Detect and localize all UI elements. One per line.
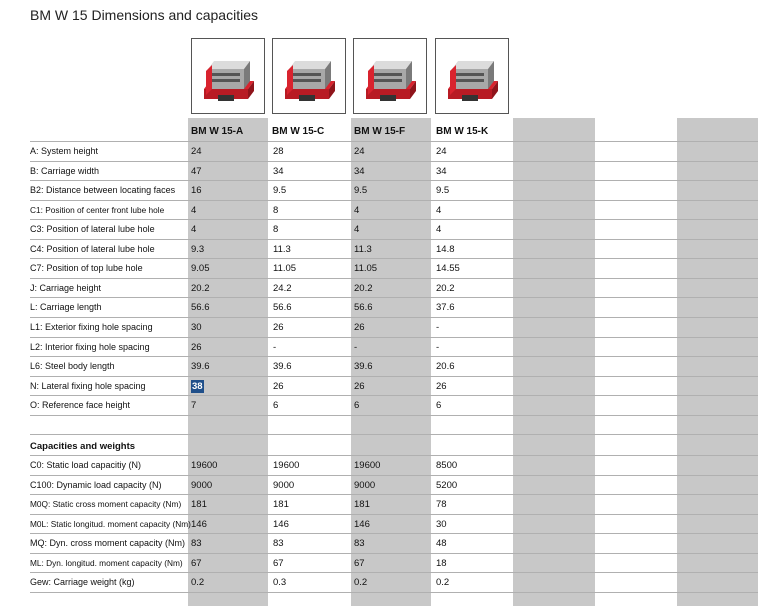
dimension-value-cell: 34 bbox=[436, 165, 447, 177]
dimension-value-cell: 26 bbox=[273, 380, 284, 392]
dimension-row-label: L: Carriage length bbox=[30, 302, 102, 313]
capacities-heading: Capacities and weights bbox=[30, 441, 136, 452]
dimension-value-cell: - bbox=[273, 341, 277, 353]
column-header-a: BM W 15-A bbox=[191, 126, 244, 137]
capacity-value-cell: 19600 bbox=[191, 460, 218, 471]
capacity-value-cell: 146 bbox=[191, 518, 207, 530]
capacity-value-cell: 83 bbox=[191, 538, 202, 550]
capacity-value-cell: 146 bbox=[273, 518, 289, 530]
capacity-value-cell: 9000 bbox=[273, 479, 295, 491]
capacity-value-cell: 181 bbox=[354, 499, 370, 511]
dimension-row-label: C7: Position of top lube hole bbox=[30, 263, 143, 274]
capacity-value-cell: 83 bbox=[354, 538, 365, 550]
dimension-value-cell: 4 bbox=[191, 224, 197, 236]
dimension-row-divider bbox=[30, 395, 758, 396]
dimension-value-cell: 8 bbox=[273, 224, 279, 236]
dimension-value-cell: 34 bbox=[273, 165, 284, 177]
dimension-value-cell: 14.8 bbox=[436, 243, 455, 255]
table-top-divider bbox=[30, 141, 758, 142]
capacity-value-cell: 19600 bbox=[273, 460, 300, 471]
column-header-f: BM W 15-F bbox=[354, 126, 406, 137]
dimension-value-cell: 9.5 bbox=[436, 185, 450, 197]
capacity-value-cell: 19600 bbox=[354, 460, 381, 471]
dimension-value-cell: 34 bbox=[354, 165, 365, 177]
dimension-value-cell: 20.6 bbox=[436, 361, 455, 373]
capacity-value-cell: 83 bbox=[273, 538, 284, 550]
dimension-row-divider bbox=[30, 278, 758, 279]
dimension-value-cell: 11.3 bbox=[354, 243, 372, 255]
dimension-value-cell: 30 bbox=[191, 321, 202, 333]
page-title: BM W 15 Dimensions and capacities bbox=[30, 7, 258, 23]
dimension-value-cell: 6 bbox=[273, 400, 279, 412]
capacity-value-cell: 0.2 bbox=[354, 577, 368, 589]
dimension-value-cell: 26 bbox=[436, 380, 447, 392]
dimension-value-cell: 6 bbox=[436, 400, 442, 412]
dimension-value-cell: 4 bbox=[191, 204, 197, 216]
dimension-value-cell: 8 bbox=[273, 204, 279, 216]
capacity-row-label: Gew: Carriage weight (kg) bbox=[30, 577, 135, 588]
spacer-row-divider bbox=[30, 434, 758, 435]
dimension-row-label: N: Lateral fixing hole spacing bbox=[30, 380, 146, 391]
capacity-value-cell: 181 bbox=[273, 499, 289, 511]
carriage-image-a bbox=[191, 38, 265, 114]
dimension-value-cell: 14.55 bbox=[436, 263, 460, 275]
dimension-row-divider bbox=[30, 297, 758, 298]
capacity-value-cell: 67 bbox=[191, 557, 202, 569]
capacity-value-cell: 5200 bbox=[436, 479, 458, 491]
capacity-value-cell: 8500 bbox=[436, 460, 458, 471]
carriage-image-c bbox=[272, 38, 346, 114]
dimension-row-divider bbox=[30, 356, 758, 357]
dimension-row-label: C3: Position of lateral lube hole bbox=[30, 224, 155, 235]
capacity-row-label: C0: Static load capacitiy (N) bbox=[30, 460, 142, 470]
dimension-row-divider bbox=[30, 415, 758, 416]
capacity-value-cell: 18 bbox=[436, 557, 447, 569]
capacity-row-label: ML: Dyn. longitud. moment capacity (Nm) bbox=[30, 557, 183, 568]
dimension-value-cell: 9.5 bbox=[354, 185, 368, 197]
dimension-value-cell: 39.6 bbox=[191, 361, 210, 373]
dimension-value-cell: 11.05 bbox=[273, 263, 297, 275]
capacity-row-label: M0Q: Static cross moment capacity (Nm) bbox=[30, 499, 182, 510]
dimension-value-cell: 39.6 bbox=[354, 361, 373, 373]
capacity-value-cell: 67 bbox=[354, 557, 365, 569]
carriage-image-f bbox=[353, 38, 427, 114]
dimension-value-cell: 39.6 bbox=[273, 361, 292, 373]
dimension-value-cell: - bbox=[354, 341, 358, 353]
dimension-value-cell: 4 bbox=[436, 224, 442, 236]
capacity-value-cell: 0.2 bbox=[436, 577, 450, 589]
capacity-row-divider bbox=[30, 572, 758, 573]
capacity-row-label: M0L: Static longitud. moment capacity (Nm) bbox=[30, 518, 191, 529]
capacity-value-cell: 181 bbox=[191, 499, 207, 511]
dimension-value-cell: 56.6 bbox=[273, 302, 292, 314]
column-header-k: BM W 15-K bbox=[436, 126, 489, 137]
dimension-value-cell: 38 bbox=[192, 380, 203, 392]
capacity-value-cell: 0.3 bbox=[273, 577, 287, 589]
dimension-value-cell: 47 bbox=[191, 165, 202, 177]
carriage-image-k bbox=[435, 38, 509, 114]
dimension-value-cell: 4 bbox=[354, 224, 360, 236]
capacity-value-cell: 30 bbox=[436, 518, 447, 530]
dimension-row-label: B: Carriage width bbox=[30, 165, 100, 176]
dimension-value-cell: 37.6 bbox=[436, 302, 455, 314]
capacity-row-label: C100: Dynamic load capacity (N) bbox=[30, 479, 162, 490]
capacity-value-cell: 78 bbox=[436, 499, 447, 511]
dimension-value-cell: 26 bbox=[191, 341, 202, 353]
capacity-row-divider bbox=[30, 592, 758, 593]
capacity-row-label: MQ: Dyn. cross moment capacity (Nm) bbox=[30, 538, 186, 549]
dimension-value-cell: 24 bbox=[191, 146, 202, 157]
dimension-row-label: O: Reference face height bbox=[30, 400, 131, 411]
dimension-row-label: B2: Distance between locating faces bbox=[30, 185, 176, 196]
dimension-row-label: J: Carriage height bbox=[30, 282, 102, 293]
dimension-value-cell: 20.2 bbox=[436, 282, 455, 294]
dimension-row-label: L1: Exterior fixing hole spacing bbox=[30, 321, 153, 332]
dimension-value-cell: 26 bbox=[273, 321, 284, 333]
dimension-value-cell: 9.3 bbox=[191, 243, 205, 255]
dimension-value-cell: 24 bbox=[436, 146, 447, 157]
dimension-row-label: L6: Steel body length bbox=[30, 361, 115, 372]
capacity-value-cell: 48 bbox=[436, 538, 447, 550]
dimension-value-cell: 4 bbox=[354, 204, 360, 216]
dimension-value-cell: - bbox=[436, 341, 440, 353]
dimension-value-cell: 26 bbox=[354, 380, 365, 392]
dimension-row-label: C4: Position of lateral lube hole bbox=[30, 243, 155, 254]
dimension-value-cell: 11.3 bbox=[273, 243, 291, 255]
dimension-value-cell: 16 bbox=[191, 185, 202, 197]
dimension-value-cell: 9.5 bbox=[273, 185, 287, 197]
dimension-value-cell: 28 bbox=[273, 146, 284, 157]
dimension-value-cell: 20.2 bbox=[354, 282, 373, 294]
dimension-value-cell: 24 bbox=[354, 146, 365, 157]
column-header-c: BM W 15-C bbox=[272, 126, 325, 137]
dimension-value-cell: 4 bbox=[436, 204, 442, 216]
dimension-row-divider bbox=[30, 161, 758, 162]
dimension-row-label: A: System height bbox=[30, 146, 99, 156]
capacity-value-cell: 0.2 bbox=[191, 577, 205, 589]
dimension-value-cell: 24.2 bbox=[273, 282, 292, 294]
dimension-value-cell: 20.2 bbox=[191, 282, 210, 294]
capacity-value-cell: 67 bbox=[273, 557, 284, 569]
dimension-value-cell: 6 bbox=[354, 400, 360, 412]
capacity-value-cell: 9000 bbox=[354, 479, 376, 491]
dimension-value-cell: - bbox=[436, 321, 440, 333]
dimension-value-cell: 56.6 bbox=[354, 302, 373, 314]
dimension-row-label: L2: Interior fixing hole spacing bbox=[30, 341, 150, 352]
dimension-value-cell: 11.05 bbox=[354, 263, 378, 275]
dimension-value-cell: 26 bbox=[354, 321, 365, 333]
dimension-row-label: C1: Position of center front lube hole bbox=[30, 204, 165, 215]
dimension-value-cell: 7 bbox=[191, 400, 197, 412]
capacity-value-cell: 9000 bbox=[191, 479, 213, 491]
capacity-value-cell: 146 bbox=[354, 518, 370, 530]
dimension-value-cell: 56.6 bbox=[191, 302, 210, 314]
dimension-value-cell: 9.05 bbox=[191, 263, 210, 275]
